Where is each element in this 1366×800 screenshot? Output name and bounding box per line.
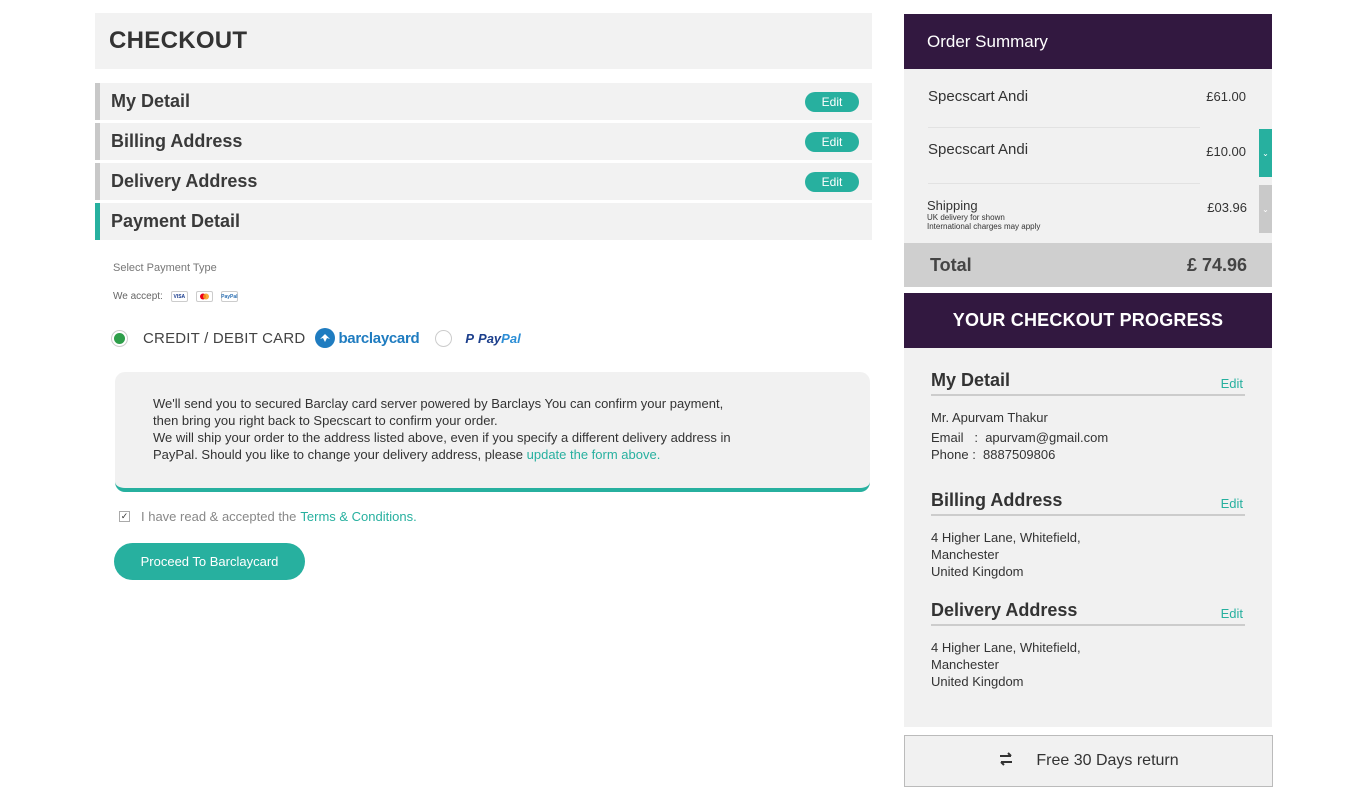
- checkout-progress-body: [904, 348, 1272, 727]
- terms-checkbox[interactable]: ✓: [120, 511, 129, 521]
- order-summary-header: [904, 14, 1272, 69]
- info-line: We will ship your order to the address listed above, even if you specify a different delivery address in: [153, 430, 731, 445]
- paypal-logo-pay: Pay: [478, 330, 502, 346]
- progress-section-lines: [931, 529, 1245, 580]
- address-line: 4 Higher Lane, Whitefield,: [931, 530, 1081, 545]
- paypal-radio[interactable]: [435, 330, 452, 347]
- progress-delivery-address: [931, 600, 1245, 690]
- section-label: Payment Detail: [111, 211, 241, 231]
- section-label: Delivery Address: [111, 171, 258, 191]
- info-line: [153, 446, 832, 463]
- shipping-note: UK delivery for shown: [927, 213, 1005, 222]
- item-expand-chevron-icon[interactable]: ⌄: [1259, 185, 1272, 233]
- shipping-block: [927, 198, 1040, 231]
- progress-section-title: Billing Address: [931, 490, 1063, 510]
- total-bar: [904, 243, 1272, 287]
- section-my-detail[interactable]: [95, 83, 872, 120]
- credit-card-radio[interactable]: [111, 330, 128, 347]
- address-line: United Kingdom: [931, 674, 1024, 689]
- payment-options: [111, 327, 521, 349]
- we-accept-label: We accept:: [113, 291, 163, 302]
- credit-card-option-label[interactable]: CREDIT / DEBIT CARD: [143, 329, 306, 347]
- paypal-card-icon: PayPal: [221, 291, 238, 302]
- progress-edit-delivery-link[interactable]: Edit: [1220, 606, 1243, 621]
- barclays-eagle-icon: [315, 328, 335, 348]
- phone-label: Phone: [931, 447, 969, 462]
- address-line: United Kingdom: [931, 564, 1024, 579]
- progress-section-title: Delivery Address: [931, 600, 1078, 620]
- progress-section-header: [931, 490, 1245, 516]
- terms-row: [119, 509, 417, 524]
- progress-my-detail: [931, 370, 1245, 463]
- order-summary-body: [904, 69, 1272, 243]
- progress-section-lines: [931, 409, 1245, 463]
- total-value: £ 74.96: [1186, 254, 1247, 275]
- shipping-price: £03.96: [1207, 200, 1247, 215]
- terms-conditions-link[interactable]: Terms & Conditions.: [300, 509, 417, 524]
- proceed-to-barclaycard-button[interactable]: Proceed To Barclaycard: [114, 543, 305, 580]
- order-summary-title: Order Summary: [927, 31, 1048, 51]
- page-title: CHECKOUT: [109, 27, 248, 54]
- paypal-p-icon: P: [465, 330, 475, 346]
- progress-section-lines: [931, 639, 1245, 690]
- email-row: Email : apurvam@gmail.com: [931, 430, 1109, 445]
- progress-billing-address: [931, 490, 1245, 580]
- barclaycard-logo: [315, 328, 419, 348]
- edit-my-detail-button[interactable]: Edit: [805, 92, 859, 112]
- barclaycard-logo-text: barclaycard: [338, 329, 420, 347]
- checkout-header: [95, 13, 872, 69]
- paypal-logo-pal: Pal: [501, 330, 521, 346]
- select-payment-type-label: Select Payment Type: [113, 262, 217, 274]
- order-item: [928, 69, 1246, 128]
- email-label: Email: [931, 430, 964, 445]
- progress-edit-my-detail-link[interactable]: Edit: [1220, 376, 1243, 391]
- section-label: My Detail: [111, 91, 191, 111]
- progress-edit-billing-link[interactable]: Edit: [1220, 496, 1243, 511]
- section-payment-detail[interactable]: [95, 203, 872, 240]
- address-line: 4 Higher Lane, Whitefield,: [931, 640, 1081, 655]
- progress-section-header: [931, 370, 1245, 396]
- item-expand-chevron-icon[interactable]: ⌄: [1259, 129, 1272, 177]
- address-line: Manchester: [931, 657, 999, 672]
- visa-card-icon: VISA: [171, 291, 188, 302]
- barclay-info-box: [115, 372, 870, 492]
- accepted-cards: [113, 291, 238, 302]
- order-item-price: £61.00: [1206, 89, 1246, 104]
- phone-value: 8887509806: [983, 447, 1056, 462]
- edit-billing-address-button[interactable]: Edit: [805, 132, 859, 152]
- order-item-price: £10.00: [1206, 144, 1246, 159]
- update-form-link[interactable]: update the form above.: [526, 447, 661, 462]
- mastercard-icon: [196, 291, 213, 302]
- progress-section-title: My Detail: [931, 370, 1011, 390]
- order-item: [928, 129, 1246, 184]
- email-value: apurvam@gmail.com: [985, 430, 1109, 445]
- shipping-label: Shipping: [927, 198, 978, 213]
- edit-delivery-address-button[interactable]: Edit: [805, 172, 859, 192]
- checkout-progress-header: [904, 293, 1272, 348]
- sidebar: [904, 14, 1272, 727]
- exchange-arrows-icon: [998, 752, 1014, 771]
- info-line: We'll send you to secured Barclay card server powered by Barclays You can confirm your payment,: [153, 396, 724, 411]
- paypal-logo[interactable]: [465, 331, 520, 346]
- shipping-note: International charges may apply: [927, 222, 1041, 231]
- address-line: Manchester: [931, 547, 999, 562]
- customer-name: Mr. Apurvam Thakur: [931, 410, 1048, 425]
- section-delivery-address[interactable]: [95, 163, 872, 200]
- section-billing-address[interactable]: [95, 123, 872, 160]
- order-item-name: Specscart Andi: [928, 88, 1029, 105]
- order-item-name: Specscart Andi: [928, 141, 1029, 158]
- total-label: Total: [930, 254, 972, 275]
- checkout-panel: [95, 13, 872, 569]
- info-line: then bring you right back to Specscart to confirm your order.: [153, 413, 498, 428]
- free-return-banner: [904, 735, 1273, 787]
- phone-row: Phone : 8887509806: [931, 447, 1056, 462]
- checkout-progress-title: YOUR CHECKOUT PROGRESS: [952, 310, 1224, 330]
- section-label: Billing Address: [111, 131, 243, 151]
- free-return-label: Free 30 Days return: [1036, 752, 1179, 769]
- info-line-text: PayPal. Should you like to change your delivery address, please: [153, 447, 527, 462]
- progress-section-header: [931, 600, 1245, 626]
- terms-label: I have read & accepted the: [141, 509, 297, 524]
